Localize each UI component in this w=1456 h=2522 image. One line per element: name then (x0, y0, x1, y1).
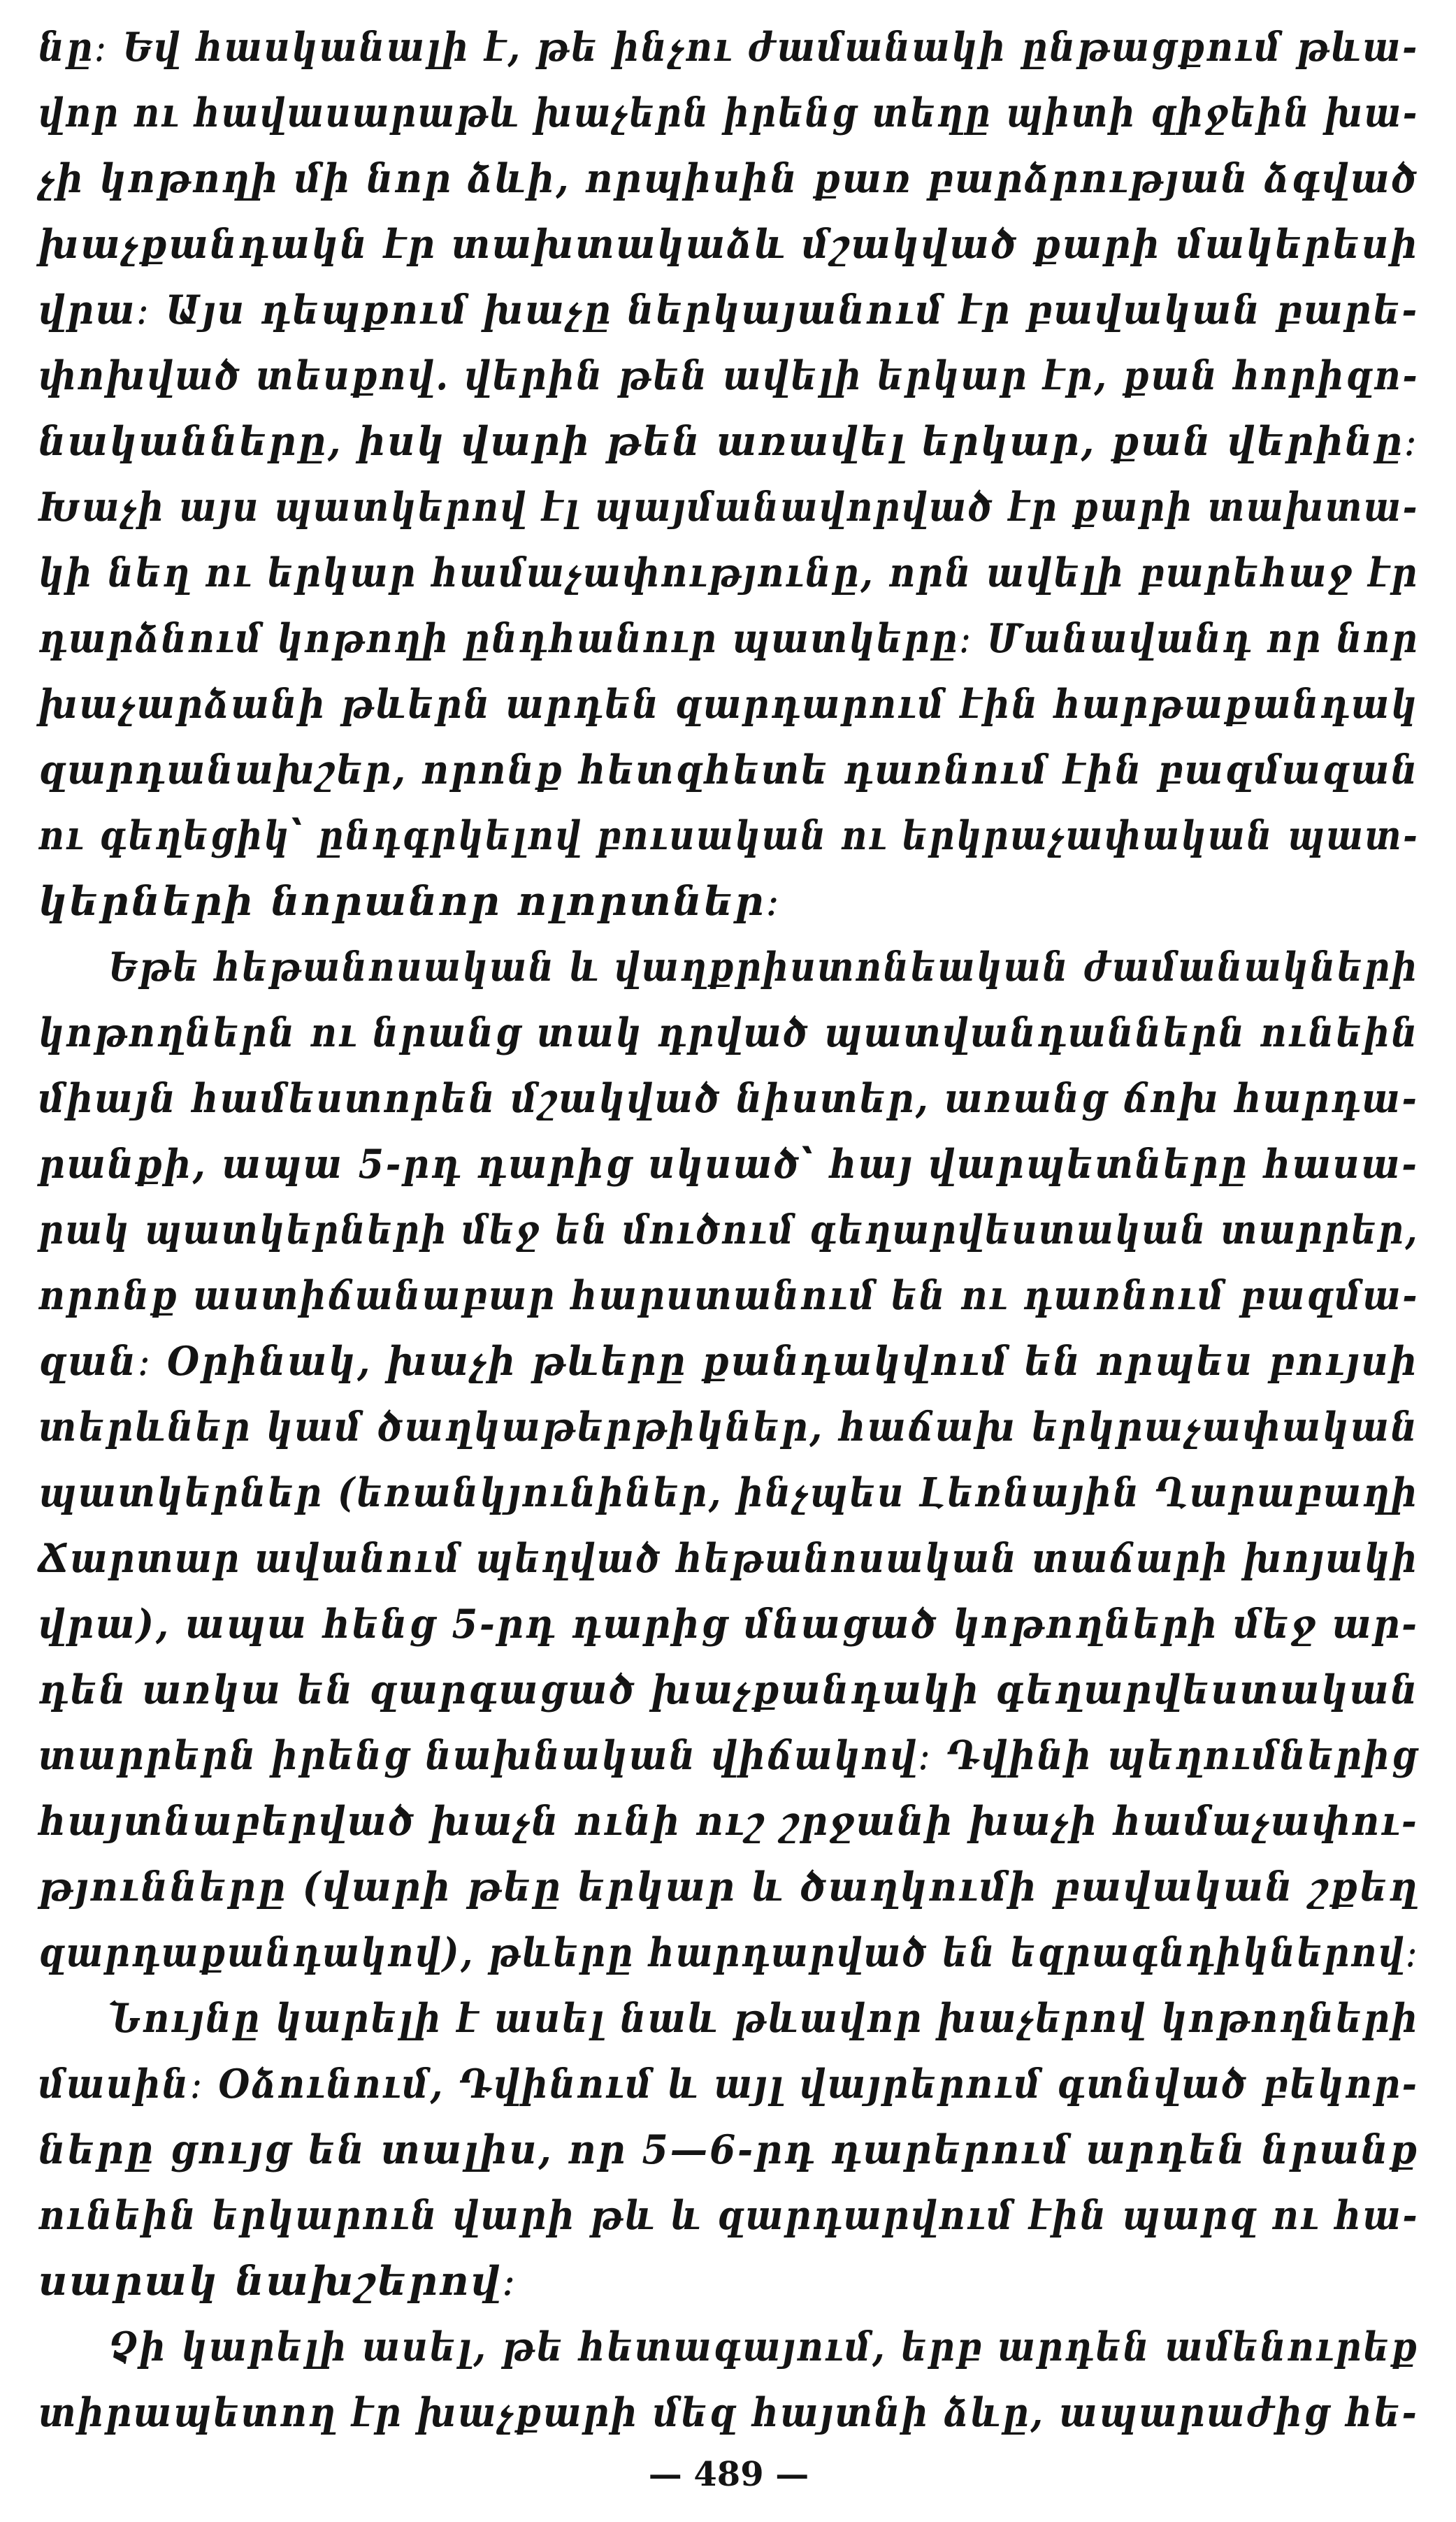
text-line: տերևներ կամ ծաղկաթերթիկներ, հաճախ երկրաչափական (38, 1404, 1419, 1450)
text-line: սարակ նախշերով։ (38, 2258, 518, 2305)
paragraph-first-line: Նույնը կարելի է ասել նաև թևավոր խաչերով կոթողների (108, 1995, 1420, 2042)
text-line: կերների նորանոր ոլորտներ։ (38, 878, 781, 925)
text-line: զարդաքանդակով), թևերը հարդարված են եզրագնդիկներով։ (38, 1929, 1420, 1976)
text-line: վրա։ Այս դեպքում խաչը ներկայանում էր բավական բարե- (38, 287, 1420, 333)
text-line: դարձնում կոթողի ընդհանուր պատկերը։ Մանավանդ որ նոր (38, 615, 1420, 662)
text-line: վոր ու հավասարաթև խաչերն իրենց տեղը պիտի զիջեին խա- (38, 89, 1419, 136)
document-page (38, 17, 1419, 2506)
text-line: կոթողներն ու նրանց տակ դրված պատվանդաններն ունեին (38, 1009, 1420, 1056)
text-line: որոնք աստիճանաբար հարստանում են ու դառնում բազմա- (38, 1272, 1420, 1319)
text-line: նականները, իսկ վարի թեն առավել երկար, քան վերինը։ (38, 418, 1419, 465)
text-line: րակ պատկերների մեջ են մուծում գեղարվեստական տարրեր, (38, 1206, 1420, 1253)
text-line: ունեին երկարուն վարի թև և զարդարվում էին պարզ ու հա- (38, 2192, 1420, 2239)
text-line: չի կոթողի մի նոր ձևի, որպիսին քառ բարձրության ձգված (38, 155, 1419, 202)
text-line: խաչքանդակն էր տախտակաձև մշակված քարի մակերեսի (38, 221, 1420, 268)
text-line: Խաչի այս պատկերով էլ պայմանավորված էր քարի տախտա- (38, 484, 1420, 531)
text-line: րանքի, ապա 5-րդ դարից սկսած՝ հայ վարպետները հասա- (38, 1141, 1419, 1188)
text-line: ները ցույց են տալիս, որ 5—6-րդ դարերում արդեն նրանք (38, 2126, 1420, 2173)
text-line: փոխված տեսքով. վերին թեն ավելի երկար էր, քան հորիզո- (38, 352, 1420, 399)
text-line: զան։ Օրինակ, խաչի թևերը քանդակվում են որպես բույսի (38, 1338, 1419, 1385)
text-line: նը։ Եվ հասկանալի է, թե ինչու ժամանակի ընթացքում թևա- (38, 24, 1420, 71)
text-line: տիրապետող էր խաչքարի մեզ հայտնի ձևը, ապարաժից հե- (38, 2389, 1419, 2436)
text-line: միայն համեստորեն մշակված նիստեր, առանց ճոխ հարդա- (38, 1075, 1419, 1122)
text-line: խաչարձանի թևերն արդեն զարդարում էին հարթաքանդակ (38, 681, 1419, 728)
text-line: կի նեղ ու երկար համաչափությունը, որն ավելի բարեհաջ էր (38, 549, 1419, 596)
paragraph-first-line: Չի կարելի ասել, թե հետագայում, երբ արդեն ամենուրեք (108, 2323, 1420, 2370)
text-line: պատկերներ (եռանկյունիներ, ինչպես Լեռնային Ղարաբաղի (38, 1469, 1419, 1516)
text-line: թյունները (վարի թեը երկար և ծաղկումի բավական շքեղ (38, 1864, 1419, 1910)
text-line: մասին։ Օձունում, Դվինում և այլ վայրերում գտնված բեկոր- (38, 2061, 1419, 2107)
text-line: վրա), ապա հենց 5-րդ դարից մնացած կոթողների մեջ ար- (38, 1601, 1419, 1648)
text-line: զարդանախշեր, որոնք հետզհետե դառնում էին բազմազան (38, 747, 1420, 793)
page-number: — 489 — (648, 2455, 809, 2494)
text-line: դեն առկա են զարգացած խաչքանդակի գեղարվեստական (38, 1666, 1420, 1713)
text-line: տարրերն իրենց նախնական վիճակով։ Դվինի պեղումներից (38, 1732, 1419, 1779)
text-line: ու գեղեցիկ՝ ընդգրկելով բուսական ու երկրաչափական պատ- (38, 812, 1420, 859)
text-line: Ճարտար ավանում պեղված հեթանոսական տաճարի խոյակի (38, 1535, 1419, 1582)
text-line: հայտնաբերված խաչն ունի ուշ շրջանի խաչի համաչափու- (38, 1798, 1419, 1845)
paragraph-first-line: Եթե հեթանոսական և վաղքրիստոնեական ժամանակների (108, 944, 1419, 990)
